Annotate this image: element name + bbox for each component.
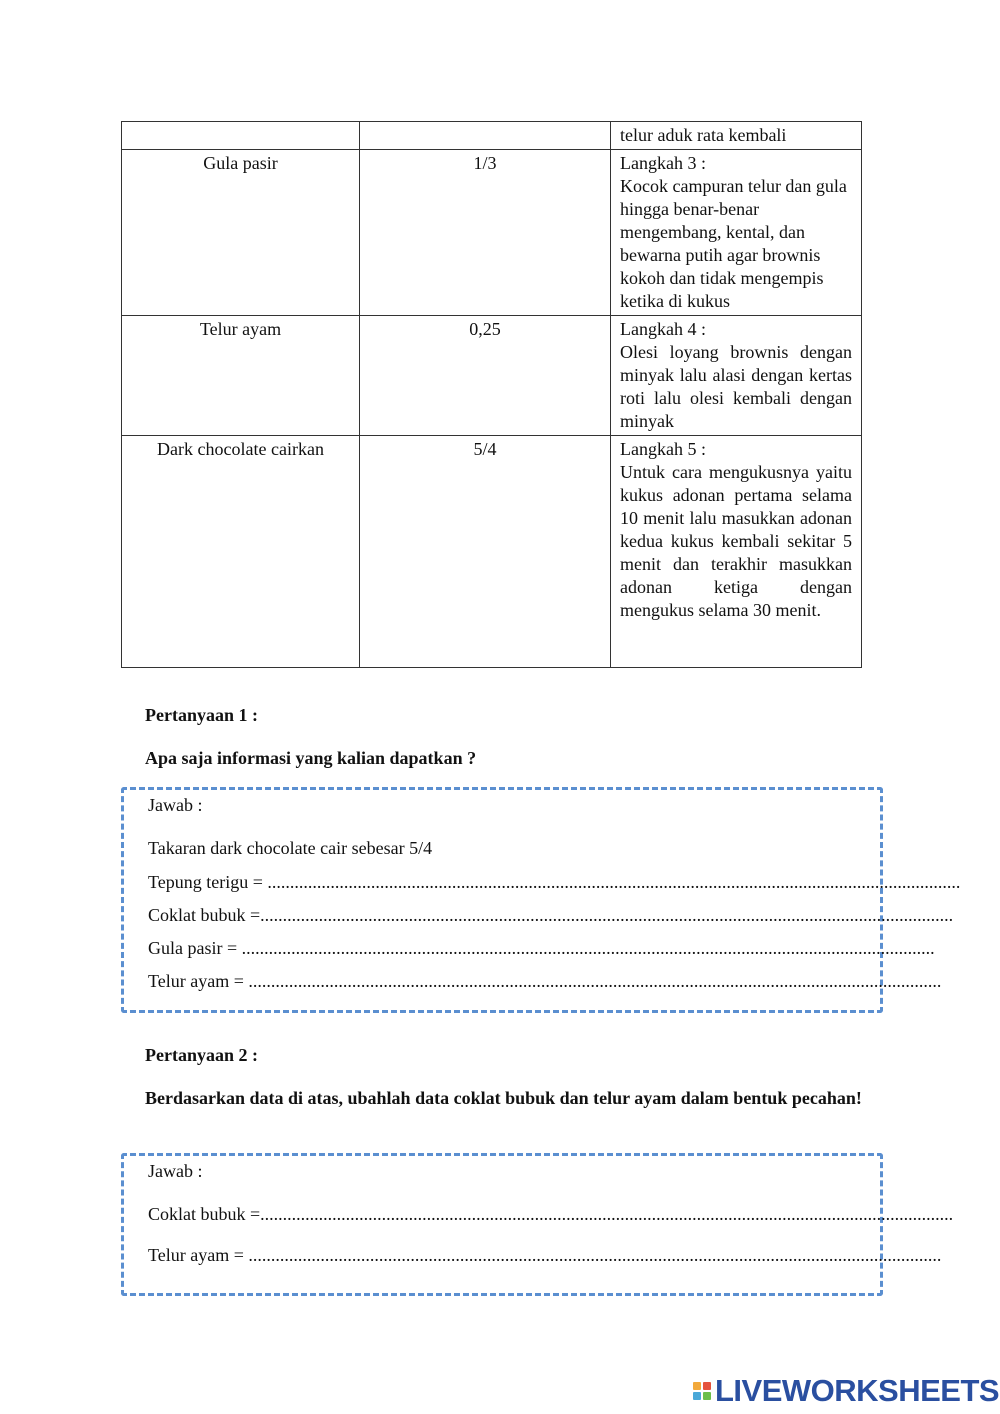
logo-square <box>703 1382 711 1390</box>
field-label: Coklat bubuk = <box>148 1204 261 1224</box>
step-text: Kocok campuran telur dan gula hingga benar-benar mengembang, kental, dan bewarna putih agar brownis kokoh dan tidak mengempis ketika di kukus <box>620 176 847 311</box>
ingredient-cell <box>122 122 360 150</box>
field-coklat-bubuk[interactable] <box>148 1203 954 1225</box>
ingredient-cell: Gula pasir <box>122 150 360 316</box>
step-text: telur aduk rata kembali <box>620 125 787 145</box>
step-cell <box>611 436 862 668</box>
field-coklat-bubuk[interactable] <box>148 904 954 926</box>
answer-box-1 <box>121 787 961 1013</box>
field-telur-ayam[interactable] <box>148 970 942 992</box>
field-gula-pasir[interactable] <box>148 937 935 959</box>
answer-label: Jawab : <box>148 795 203 815</box>
blank-dots[interactable]: .......................................................................................................................................................... <box>267 872 961 892</box>
step-title: Langkah 4 : <box>620 319 706 339</box>
logo-square <box>693 1382 701 1390</box>
amount-cell: 1/3 <box>360 150 611 316</box>
amount-cell: 0,25 <box>360 316 611 436</box>
field-telur-ayam[interactable] <box>148 1244 942 1266</box>
field-label: Telur ayam = <box>148 971 249 991</box>
question-2-text: Berdasarkan data di atas, ubahlah data coklat bubuk dan telur ayam dalam bentuk pecahan! <box>145 1088 862 1108</box>
step-title: Langkah 5 : <box>620 439 706 459</box>
question-1-text: Apa saja informasi yang kalian dapatkan ? <box>145 748 477 768</box>
field-label: Tepung terigu = <box>148 872 268 892</box>
answer-box-2 <box>121 1153 954 1296</box>
field-label: Gula pasir = <box>148 938 242 958</box>
step-cell <box>611 150 862 316</box>
blank-dots[interactable]: .......................................................................................................................................................... <box>260 1204 954 1224</box>
blank-dots[interactable]: .......................................................................................................................................................... <box>260 905 954 925</box>
field-label: Coklat bubuk = <box>148 905 261 925</box>
field-tepung-terigu[interactable] <box>148 871 961 893</box>
table-row <box>122 316 862 436</box>
question-1-label: Pertanyaan 1 : <box>145 705 258 725</box>
answer-label: Jawab : <box>148 1161 203 1181</box>
step-title: Langkah 3 : <box>620 153 706 173</box>
logo-square <box>693 1392 701 1400</box>
logo-text: LIVEWORKSHEETS <box>715 1373 1000 1408</box>
liveworksheets-logo <box>693 1373 1000 1408</box>
table-row <box>122 122 862 150</box>
table-row <box>122 150 862 316</box>
ingredient-cell: Dark chocolate cairkan <box>122 436 360 668</box>
logo-mark-icon <box>693 1382 711 1400</box>
blank-dots[interactable]: .......................................................................................................................................................... <box>241 938 935 958</box>
amount-cell: 5/4 <box>360 436 611 668</box>
recipe-table <box>121 121 862 668</box>
ingredient-cell: Telur ayam <box>122 316 360 436</box>
blank-dots[interactable]: .......................................................................................................................................................... <box>248 971 942 991</box>
step-text: Untuk cara mengukusnya yaitu kukus adonan pertama selama 10 menit lalu masukkan adonan kedua kukus kembali sekitar 5 menit dan terakhir masukkan adonan ketiga dengan mengukus selama 30 menit. <box>620 462 852 620</box>
amount-cell <box>360 122 611 150</box>
table-row <box>122 436 862 668</box>
logo-square <box>703 1392 711 1400</box>
step-cell <box>611 316 862 436</box>
blank-dots[interactable]: .......................................................................................................................................................... <box>248 1245 942 1265</box>
given-info: Takaran dark chocolate cair sebesar 5/4 <box>148 838 433 858</box>
step-text: Olesi loyang brownis dengan minyak lalu alasi dengan kertas roti lalu olesi kembali dengan minyak <box>620 342 852 431</box>
field-label: Telur ayam = <box>148 1245 249 1265</box>
question-2-label: Pertanyaan 2 : <box>145 1045 258 1065</box>
step-cell <box>611 122 862 150</box>
